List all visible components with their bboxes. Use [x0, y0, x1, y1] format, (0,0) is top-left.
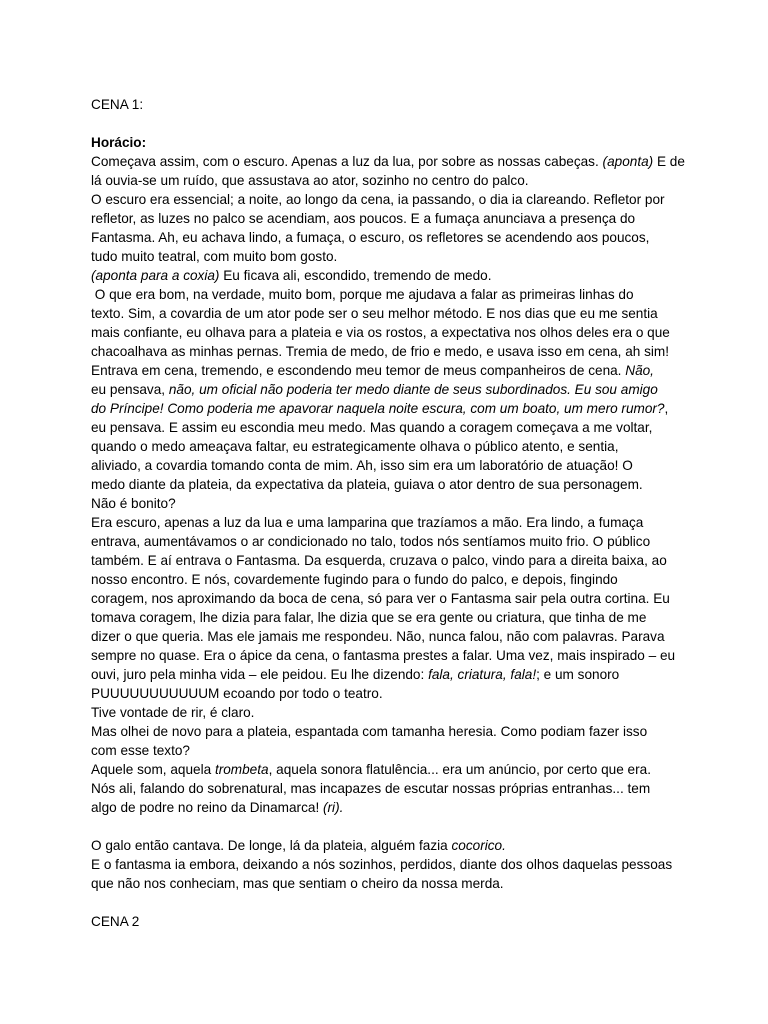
- text-line: [91, 304, 702, 323]
- text-line: [91, 323, 702, 342]
- text-line: [91, 665, 702, 684]
- stage-direction-text: Não,: [625, 363, 654, 378]
- text-line: [91, 399, 702, 418]
- line-text: que não nos conheciam, mas que sentiam o cheiro da nossa merda.: [91, 876, 504, 891]
- scene1-heading: CENA 1:: [91, 97, 144, 112]
- line-text: sempre no quase. Era o ápice da cena, o fantasma prestes a falar. Uma vez, mais inspirado – eu: [91, 648, 676, 663]
- dialogue-paragraph-2: [91, 836, 702, 893]
- text-line: [91, 627, 702, 646]
- text-line: [91, 760, 702, 779]
- text-line: [91, 152, 702, 171]
- text-line: [91, 722, 702, 741]
- text-line: [91, 608, 702, 627]
- text-line: [91, 171, 702, 190]
- line-text: E de: [653, 154, 685, 169]
- dialogue-paragraph-1: [91, 152, 702, 817]
- text-line: [91, 684, 702, 703]
- text-line: [91, 342, 702, 361]
- text-line: [91, 874, 702, 893]
- text-line: [91, 190, 702, 209]
- text-line: [91, 646, 702, 665]
- text-line: [91, 855, 702, 874]
- line-text: chacoalhava as minhas pernas. Tremia de medo, de frio e medo, e usava isso em cena, ah sim!: [91, 344, 670, 359]
- stage-direction-text: (aponta): [602, 154, 654, 169]
- line-text: ,: [664, 401, 669, 416]
- line-text: refletor, as luzes no palco se acendiam, aos poucos. E a fumaça anunciava a presença do: [91, 211, 636, 226]
- text-line: [91, 380, 702, 399]
- stage-direction-text: (ri).: [323, 800, 344, 815]
- line-text: aliviado, a covardia tomando conta de mim. Ah, isso sim era um laboratório de atuação! O: [91, 458, 633, 473]
- text-line: [91, 418, 702, 437]
- line-text: tudo muito teatral, com muito bom gosto.: [91, 249, 338, 264]
- text-line: [91, 570, 702, 589]
- text-line: [91, 798, 702, 817]
- text-line: [91, 836, 702, 855]
- line-text: ; e um sonoro: [536, 667, 620, 682]
- line-text: também. E aí entrava o Fantasma. Da esquerda, cruzava o palco, vindo para a direita baixa, ao: [91, 553, 667, 568]
- line-text: medo diante da plateia, da expectativa da plateia, guiava o ator dentro de sua personagem.: [91, 477, 643, 492]
- stage-direction-text: trombeta: [214, 762, 269, 777]
- text-line: [91, 513, 702, 532]
- text-line: [91, 285, 702, 304]
- line-text: lá ouvia-se um ruído, que assustava ao ator, sozinho no centro do palco.: [91, 173, 529, 188]
- line-text: Era escuro, apenas a luz da lua e uma lamparina que trazíamos a mão. Era lindo, a fumaça: [91, 515, 644, 530]
- text-line: [91, 437, 702, 456]
- stage-direction-text: (aponta para a coxia): [91, 268, 220, 283]
- line-text: PUUUUUUUUUUUM ecoando por todo o teatro.: [91, 686, 383, 701]
- line-text: O galo então cantava. De longe, lá da plateia, alguém fazia: [91, 838, 452, 853]
- line-text: Começava assim, com o escuro. Apenas a luz da lua, por sobre as nossas cabeças.: [91, 154, 603, 169]
- text-line: [91, 532, 702, 551]
- text-line: [91, 456, 702, 475]
- stage-direction-text: não, um oficial não poderia ter medo diante de seus subordinados. Eu sou amigo: [168, 382, 658, 397]
- line-text: nosso encontro. E nós, covardemente fugindo para o fundo do palco, e depois, fingindo: [91, 572, 618, 587]
- scene2-heading: CENA 2: [91, 914, 140, 929]
- line-text: Aquele som, aquela: [91, 762, 215, 777]
- line-text: Não é bonito?: [91, 496, 176, 511]
- line-text: Mas olhei de novo para a plateia, espantada com tamanha heresia. Como podiam fazer isso: [91, 724, 648, 739]
- line-text: eu pensava,: [91, 382, 169, 397]
- text-line: [91, 209, 702, 228]
- text-line: [91, 589, 702, 608]
- text-line: [91, 228, 702, 247]
- line-text: Entrava em cena, tremendo, e escondendo meu temor de meus companheiros de cena.: [91, 363, 626, 378]
- line-text: , aquela sonora flatulência... era um anúncio, por certo que era.: [268, 762, 651, 777]
- line-text: tomava coragem, lhe dizia para falar, lhe dizia que se era gente ou criatura, que tinha de me: [91, 610, 647, 625]
- line-text: mais confiante, eu olhava para a plateia e via os rostos, a expectativa nos olhos deles era o que: [91, 325, 670, 340]
- text-line: [91, 266, 702, 285]
- line-text: com esse texto?: [91, 743, 190, 758]
- text-line: [91, 741, 702, 760]
- text-line: [91, 361, 702, 380]
- stage-direction-text: fala, criatura, fala!: [428, 667, 537, 682]
- stage-direction-text: do Príncipe! Como poderia me apavorar naquela noite escura, com um boato, um mero rumor?: [91, 401, 665, 416]
- line-text: texto. Sim, a covardia de um ator pode ser o seu melhor método. E nos dias que eu me sentia: [91, 306, 658, 321]
- line-text: Nós ali, falando do sobrenatural, mas incapazes de escutar nossas próprias entranhas... tem: [91, 781, 651, 796]
- text-line: [91, 475, 702, 494]
- line-text: Eu ficava ali, escondido, tremendo de medo.: [219, 268, 492, 283]
- text-line: [91, 551, 702, 570]
- line-text: O que era bom, na verdade, muito bom, porque me ajudava a falar as primeiras linhas do: [91, 287, 634, 302]
- text-line: [91, 494, 702, 513]
- line-text: coragem, nos aproximando da boca de cena, só para ver o Fantasma sair pela outra cortina. Eu: [91, 591, 670, 606]
- line-text: quando o medo ameaçava faltar, eu estrategicamente olhava o público atento, e sentia,: [91, 439, 619, 454]
- line-text: E o fantasma ia embora, deixando a nós sozinhos, perdidos, diante dos olhos daquelas pessoas: [91, 857, 673, 872]
- line-text: Fantasma. Ah, eu achava lindo, a fumaça, o escuro, os refletores se acendendo aos poucos,: [91, 230, 650, 245]
- line-text: entrava, aumentávamos o ar condicionado no talo, todos nós sentíamos muito frio. O público: [91, 534, 651, 549]
- line-text: O escuro era essencial; a noite, ao longo da cena, ia passando, o dia ia clareando. Refletor por: [91, 192, 665, 207]
- paragraph-gap: [91, 817, 702, 836]
- text-line: [91, 247, 702, 266]
- text-line: [91, 779, 702, 798]
- line-text: Tive vontade de rir, é claro.: [91, 705, 255, 720]
- line-text: eu pensava. E assim eu escondia meu medo. Mas quando a coragem começava a me voltar,: [91, 420, 653, 435]
- speaker-name: Horácio:: [91, 135, 147, 150]
- line-text: algo de podre no reino da Dinamarca!: [91, 800, 323, 815]
- text-line: [91, 703, 702, 722]
- line-text: dizer o que queria. Mas ele jamais me respondeu. Não, nunca falou, não com palavras. Parava: [91, 629, 665, 644]
- line-text: ouvi, juro pela minha vida – ele peidou. Eu lhe dizendo:: [91, 667, 429, 682]
- stage-direction-text: cocorico.: [451, 838, 506, 853]
